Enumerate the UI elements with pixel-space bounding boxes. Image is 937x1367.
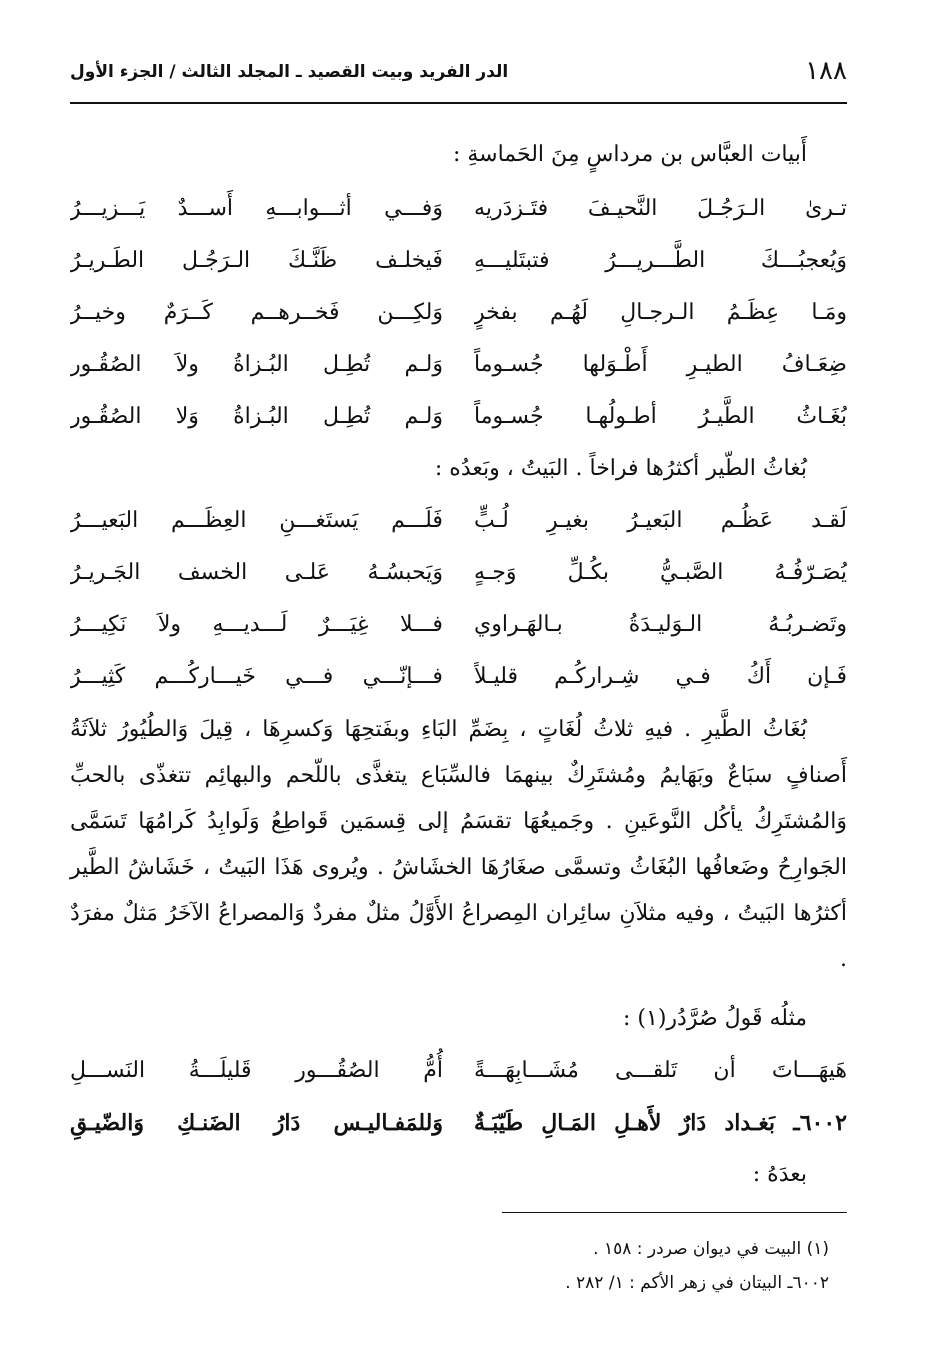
- verse-first-hemistich: ضِعَـافُ الطيـرِ أَطْـوَلها جُسـوماً: [474, 352, 847, 377]
- spacer: [70, 983, 847, 993]
- header-rule: [70, 102, 847, 104]
- verse-first-hemistich: ومَـا عِظَـمُ الـرجـالِ لَهُـم بفخرٍ: [474, 300, 847, 325]
- footnotes: [70, 1232, 847, 1300]
- verse-second-hemistich: فَلَـــم يَستَغـــنِ العِظَـــم البَعيـــرُ: [70, 508, 443, 533]
- verse-line: [70, 1045, 847, 1097]
- verse-second-hemistich: فـــإنّـــي فـــي خَيـــاركُـــم كَثِيـــرُ: [70, 664, 443, 689]
- verse-second-hemistich: وَللمَفـاليـس دَارُ الضَنـكِ وَالضّيـقِ: [70, 1110, 443, 1136]
- verse-first-hemistich: بُغَـاثُ الطَّيـرُ أطـولُهـا جُسـوماً: [474, 404, 847, 429]
- verse-second-hemistich: وَيَحبسُـهُ عَلـى الخسف الجَـريـرُ: [70, 560, 443, 585]
- commentary-paragraph: بُغَاثُ الطَّيرِ . فيهِ ثلاثُ لُغَاتٍ ، بِضَمِّ البَاءِ وبفَتحِهَا وَكسرِهَا ، قِيلَ وَالطُيُورُ ثلاَثَةُ أَصنافٍ سبَاعٌ وبَهَايمُ ومُشتَرِكٌ بينهمَا فالسِّبَاع يتغذَّى باللّحم والبهائِم تتغذّى بالحبِّ وَالمُشتَرِكُ يأكُل النَّوعَينِ . وجَميعُهَا تقسَمُ إلى قِسمَين قَواطِعُ وَلَوابِدُ كَرامُهَا تَسَمَّى الجَوارِحُ وضَعافُها البُغَاثُ وتسمَّى صغَارُهَا الخشَاشُ . ويُروى هَذَا البَيتُ ، خَشَاشُ الطَّير أكثرُها البَيتُ ، وفيه مثلاَنِ سائِران المِصراعُ الأَوَّلُ مثلٌ مفردٌ وَالمصراعُ الآخَرُ مَثلٌ مفرَدٌ .: [70, 717, 847, 972]
- page-header: [70, 56, 847, 96]
- footnote: (١) البيت في ديوان صردر : ١٥٨ .: [593, 1239, 829, 1259]
- after-poem-line: بُغاثُ الطّير أكثرُها فراخاً . البَيتُ ، وبَعدُه :: [434, 456, 807, 481]
- verse-line: [70, 495, 847, 547]
- poem-block-a: [70, 183, 847, 443]
- verse-second-hemistich: وَلـم تُطِـل البُـزاةُ ولاَ الصُقُـور: [70, 352, 443, 377]
- verse-first-hemistich: هَيهَـــاتَ أن تَلقـــى مُشَـــابِهَـــةً: [474, 1058, 847, 1083]
- after-verse-line: بعدَهُ :: [752, 1162, 807, 1187]
- verse-first-hemistich: وَيُعجبُـــكَ الطَّـــريـــرُ فتبتَليـــهِ: [474, 248, 847, 273]
- verse-second-hemistich: أُمُّ الصُقُـــور قَليلَـــةُ النَســـلِ: [70, 1058, 443, 1083]
- verse-first-hemistich: يُصَـرّفُـهُ الصَّبـيُّ بكُـلِّ وَجـهٍ: [474, 560, 847, 585]
- verse-second-hemistich: فَيخلـف ظَنَّـكَ الـرَجُـل الطَـريـرُ: [70, 248, 443, 273]
- numbered-verse-line: [70, 1097, 847, 1149]
- verse-second-hemistich: فـــلا غِيَـــرٌ لَـــديـــهِ ولاَ نَكِيـــرُ: [70, 612, 443, 637]
- poem-block-b: [70, 495, 847, 703]
- verse-line: [70, 391, 847, 443]
- verse-first-hemistich: وتَضـربُـهُ الـوَليـدَةُ بـالهَـراوي: [474, 612, 847, 637]
- footnote-rule: [502, 1212, 847, 1213]
- verse-line: [70, 287, 847, 339]
- page-number: ١٨٨: [805, 56, 847, 86]
- intro-line: أَبيات العبَّاس بن مرداسٍ مِنَ الحَماسةِ :: [452, 142, 807, 167]
- verse-second-hemistich: وَلـم تُطِـل البُـزاةُ وَلا الصُقُـور: [70, 404, 443, 429]
- main-text: [70, 135, 847, 1201]
- verse-line: [70, 183, 847, 235]
- verse-first-hemistich: تـرىٰ الـرَجُـلَ النَّحيـفَ فتَـزدَريه: [474, 196, 847, 221]
- verse-line: [70, 339, 847, 391]
- verse-first-hemistich: ٦٠٠٢ـ بَغـداد دَارٌ لأَهـلِ المَـالِ طَيّبَـةٌ: [474, 1110, 847, 1136]
- verse-line: [70, 651, 847, 703]
- footnote: ٦٠٠٢ـ البيتان في زهر الأكم : ١/ ٢٨٢ .: [565, 1273, 829, 1293]
- verse-first-hemistich: لَقـد عَظُـم البَعيـرُ بغيـرِ لُـبٍّ: [474, 508, 847, 533]
- verse-line: [70, 599, 847, 651]
- verse-second-hemistich: وَفـــي أثـــوابـــهِ أَســـدٌ يَـــزيـــرُ: [70, 196, 443, 221]
- verse-first-hemistich: فَـإن أَكُ فـي شِـراركُـم قليـلاً: [474, 664, 847, 689]
- verse-second-hemistich: وَلكِـــن فَخــرهــم كَــرَمٌ وخيــرُ: [70, 300, 443, 325]
- similar-intro-line: مثلُه قَولُ صُرَّدُر(١) :: [622, 1006, 807, 1031]
- verse-line: [70, 235, 847, 287]
- running-title: الدر الفريد وبيت القصيد ـ المجلد الثالث / الجزء الأول: [70, 62, 509, 82]
- verse-line: [70, 547, 847, 599]
